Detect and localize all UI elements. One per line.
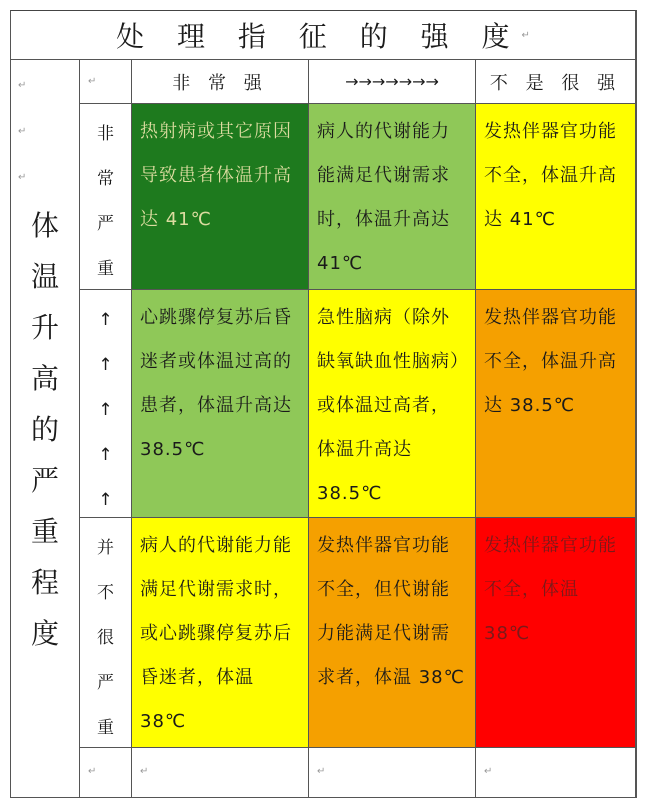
side-label-char: 升	[30, 311, 59, 344]
paragraph-mark-icon: ↵	[18, 126, 27, 137]
cell-r1-weak	[476, 104, 636, 290]
footer-cell-3	[309, 748, 476, 798]
side-label-char: 度	[30, 617, 59, 650]
up-arrow-icon: ↑	[98, 490, 113, 510]
cell-text: 发热伴器官功能不全，体温升高达 38.5℃	[484, 307, 617, 416]
paragraph-mark-icon: ↵	[484, 766, 493, 777]
row-label-char: 并	[97, 538, 114, 558]
row-label-char: 常	[97, 169, 114, 189]
paragraph-mark-icon: ↵	[140, 766, 149, 777]
table-border-right	[636, 10, 637, 798]
paragraph-mark-icon: ↵	[88, 76, 97, 87]
side-label-char: 高	[30, 362, 59, 395]
row-label-char: 重	[97, 718, 114, 738]
up-arrow-icon: ↑	[98, 310, 113, 330]
paragraph-mark-icon: ↵	[88, 766, 97, 777]
cell-r3-mid	[309, 518, 476, 748]
paragraph-mark-icon: ↵	[317, 766, 326, 777]
row-label-1	[80, 104, 132, 290]
paragraph-mark-icon: ↵	[521, 29, 530, 41]
paragraph-mark-icon: ↵	[18, 80, 27, 91]
cell-r2-mid	[309, 290, 476, 518]
side-label-char: 程	[30, 566, 59, 599]
cell-text: 急性脑病（除外缺氧缺血性脑病）或体温过高者，体温升高达 38.5℃	[317, 307, 460, 504]
cell-r2-strong	[132, 290, 309, 518]
row-label-char: 非	[97, 124, 114, 144]
cell-r2-weak	[476, 290, 636, 518]
row-label-3	[80, 518, 132, 748]
side-label	[10, 200, 80, 659]
cell-text: 热射病或其它原因导致患者体温升高达 41℃	[140, 121, 292, 230]
header-weak	[476, 60, 636, 104]
up-arrow-icon: ↑	[98, 355, 113, 375]
cell-r3-weak	[476, 518, 636, 748]
footer-cell-1	[80, 748, 132, 798]
cell-r1-mid	[309, 104, 476, 290]
cell-text: 发热伴器官功能不全，体温升高达 41℃	[484, 121, 617, 230]
paragraph-mark-icon: ↵	[18, 172, 27, 183]
side-label-char: 严	[30, 464, 59, 497]
row-label-char: 不	[97, 583, 114, 603]
cell-text: 病人的代谢能力能满足代谢需求时，体温升高达 41℃	[317, 121, 450, 274]
cell-text: 心跳骤停复苏后昏迷者或体温过高的患者，体温升高达 38.5℃	[140, 307, 292, 460]
side-label-char: 的	[30, 413, 59, 446]
row-label-char: 很	[97, 628, 114, 648]
cell-r1-strong	[132, 104, 309, 290]
side-label-char: 温	[30, 260, 59, 293]
row-label-char: 严	[97, 214, 114, 234]
row-label-2	[80, 290, 132, 518]
up-arrow-icon: ↑	[98, 445, 113, 465]
cell-text: 发热伴器官功能不全，但代谢能力能满足代谢需求者，体温 38℃	[317, 535, 465, 688]
header-strong	[132, 60, 309, 104]
footer-cell-2	[132, 748, 309, 798]
header-corner-cell	[80, 60, 132, 104]
cell-text: 发热伴器官功能不全，体温 38℃	[484, 535, 617, 644]
header-weak-label: 不 是 很 强	[489, 72, 622, 94]
cell-r3-strong	[132, 518, 309, 748]
row-label-char: 重	[97, 259, 114, 279]
header-arrow-label: →→→→→→→	[345, 72, 439, 91]
footer-cell-4	[476, 748, 636, 798]
cell-text: 病人的代谢能力能满足代谢需求时，或心跳骤停复苏后昏迷者，体温 38℃	[140, 535, 292, 732]
up-arrow-icon: ↑	[98, 400, 113, 420]
header-arrow	[309, 60, 476, 104]
row-label-char: 严	[97, 673, 114, 693]
table-title	[10, 10, 636, 60]
table-title-text: 处 理 指 征 的 强 度	[116, 20, 522, 53]
side-label-cell	[10, 60, 80, 798]
side-label-char: 体	[30, 209, 59, 242]
side-label-char: 重	[30, 515, 59, 548]
header-strong-label: 非 常 强	[172, 72, 268, 94]
